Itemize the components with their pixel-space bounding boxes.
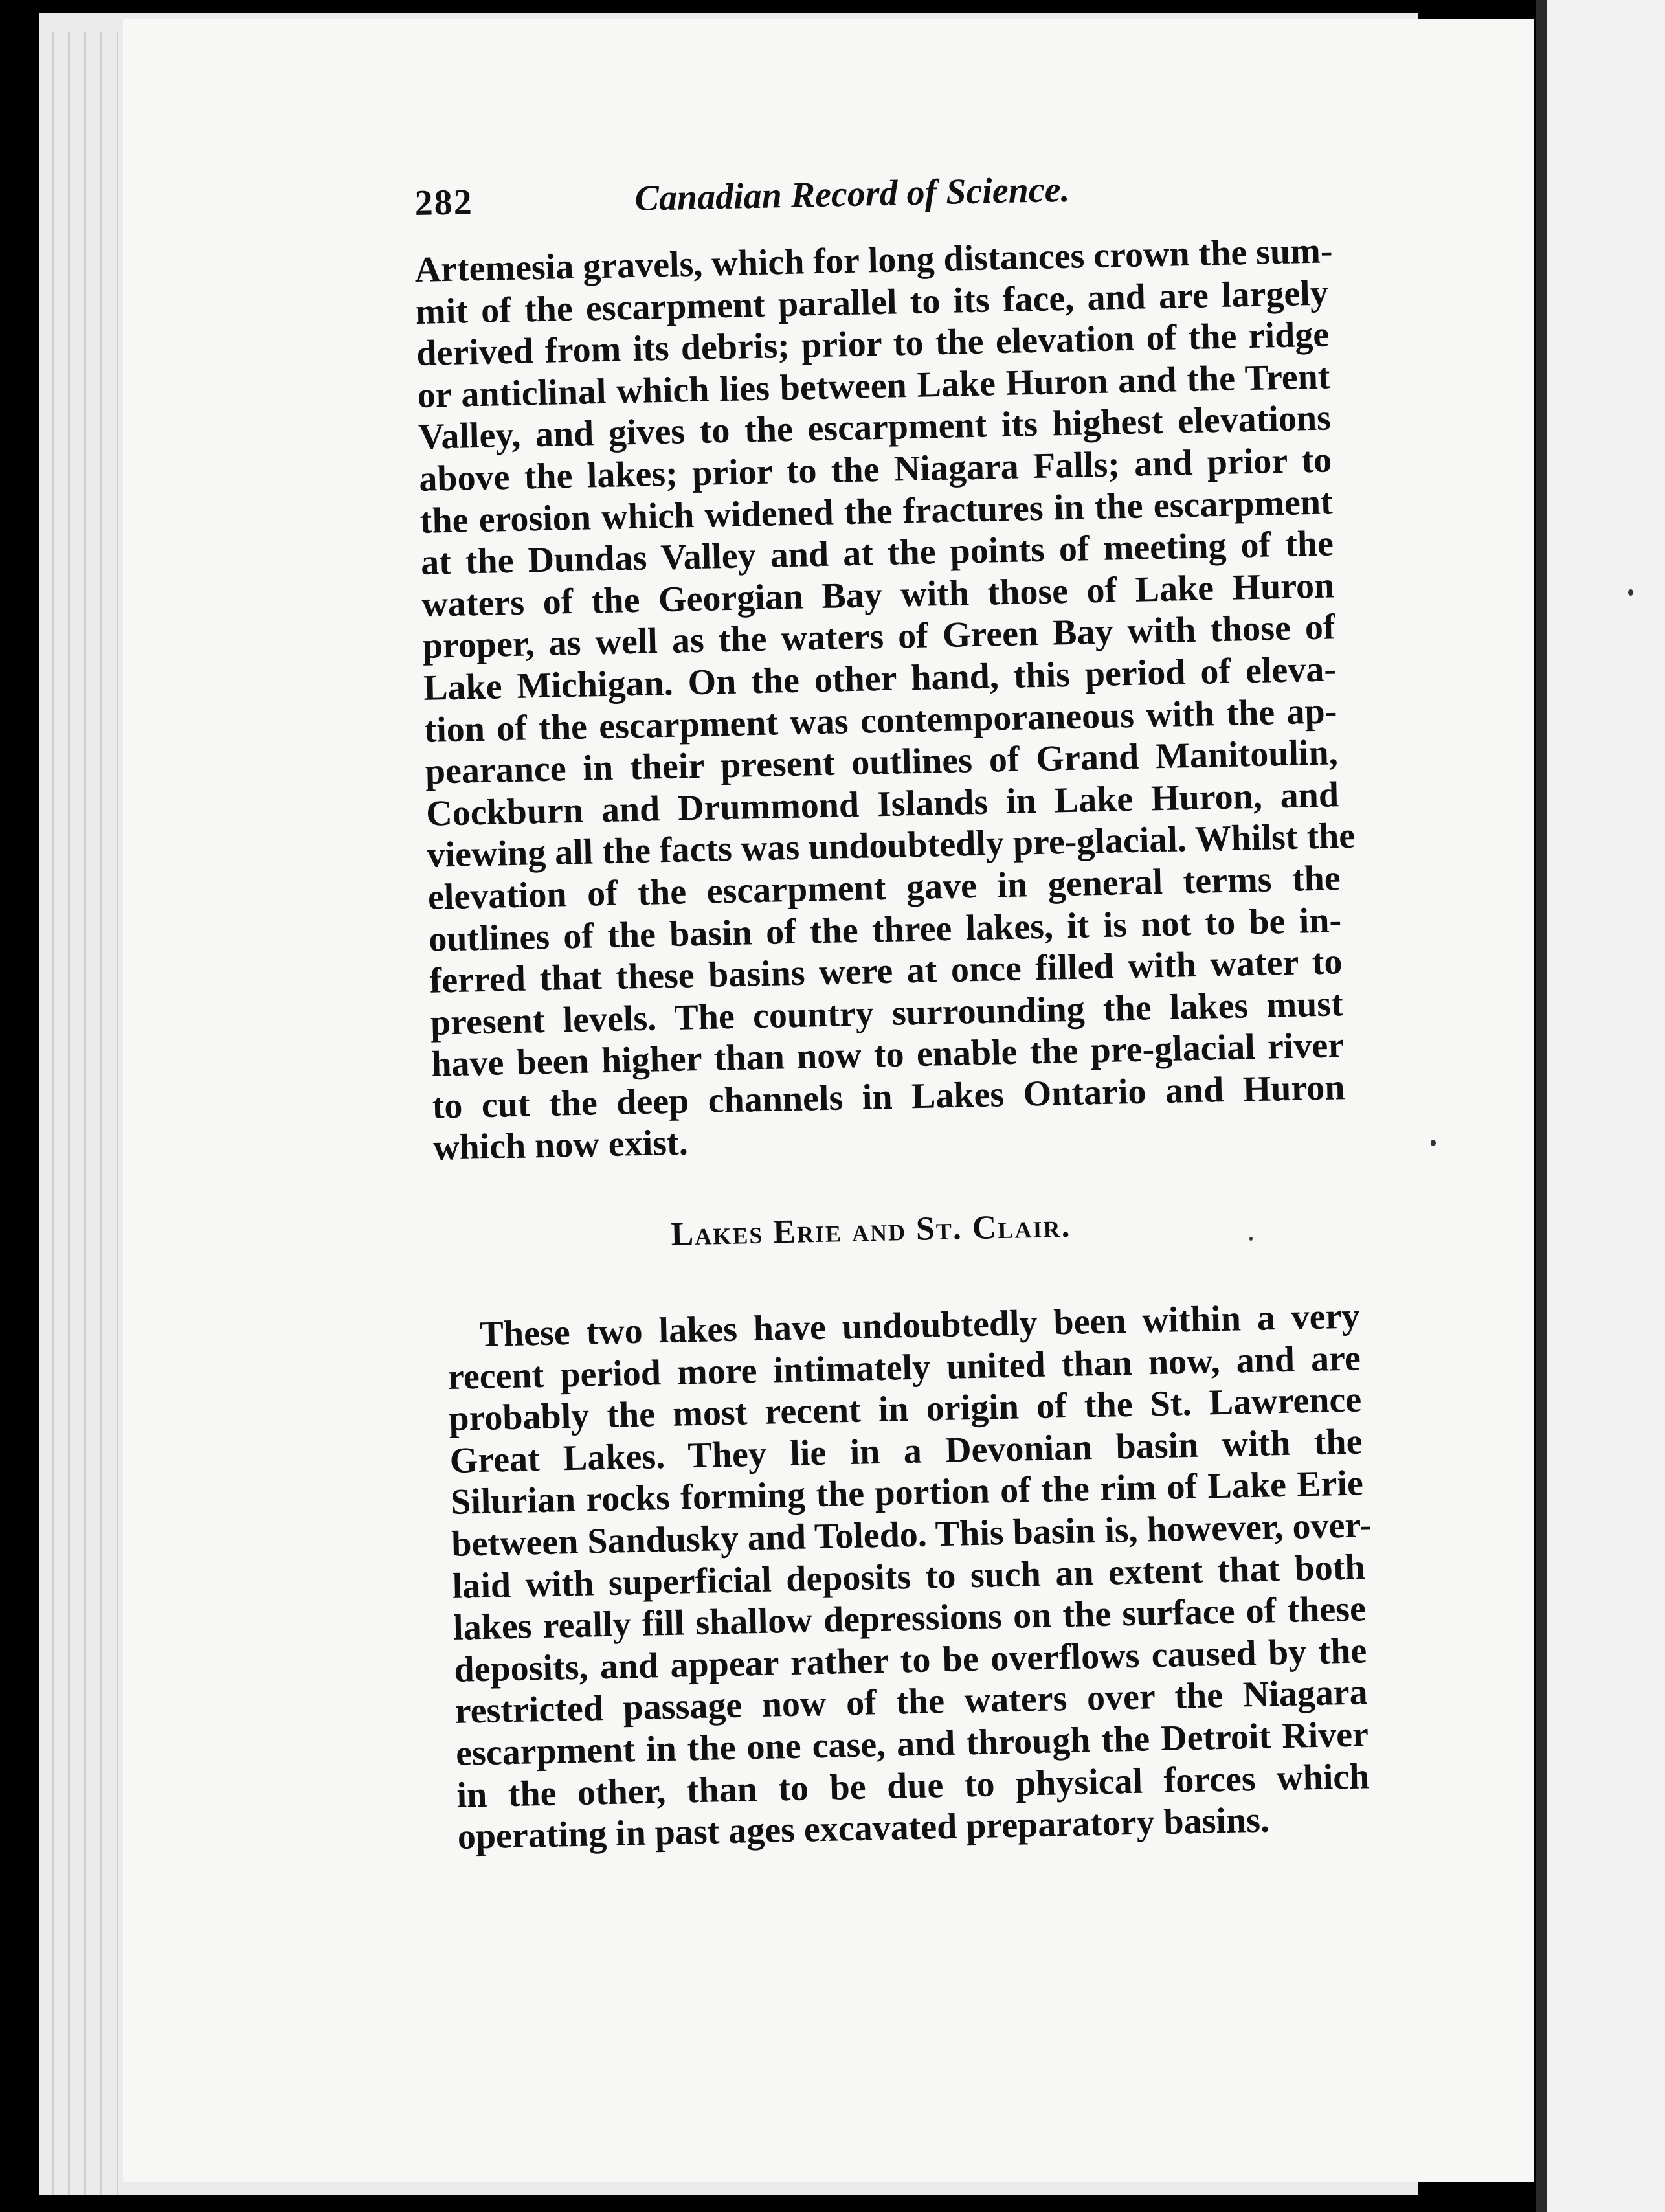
text-line: which now exist. bbox=[432, 1122, 689, 1169]
text-line: the erosion which widened the fractures in the escarpment bbox=[419, 481, 1334, 541]
text-line: elevation of the escarpment gave in general terms the bbox=[427, 858, 1341, 918]
text-line: above the lakes; prior to the Niagara Falls; and prior to bbox=[418, 440, 1332, 499]
text-line: operating in past ages excavated preparatory basins. bbox=[457, 1800, 1270, 1857]
text-line: to cut the deep channels in Lakes Ontario and Huron bbox=[432, 1067, 1346, 1127]
paragraph-2 bbox=[447, 1295, 1370, 1858]
text-line: waters of the Georgian Bay with those of Lake Huron bbox=[421, 565, 1335, 625]
text-line: tion of the escarpment was contemporaneous with the ap- bbox=[423, 690, 1337, 751]
text-line: derived from its debris; prior to the elevation of the ridge bbox=[416, 314, 1330, 374]
page-edge-line bbox=[68, 32, 70, 2195]
page-edge-line bbox=[117, 32, 118, 2195]
text-line: escarpment in the one case, and through the Detroit River bbox=[455, 1714, 1369, 1774]
ink-speck bbox=[1431, 1140, 1436, 1146]
page-edge-line bbox=[100, 32, 102, 2195]
text-line: laid with superficial deposits to such an extent that both bbox=[452, 1546, 1366, 1607]
paragraph-1 bbox=[414, 230, 1356, 1169]
text-line: pearance in their present outlines of Grand Manitoulin, bbox=[425, 732, 1339, 792]
page-edge-line bbox=[52, 32, 54, 2195]
text-line: at the Dundas Valley and at the points of meeting of the bbox=[420, 523, 1334, 583]
section-heading: Lakes Erie and St. Clair. bbox=[670, 1207, 1071, 1253]
text-line: proper, as well as the waters of Green Bay with those of bbox=[422, 607, 1336, 667]
text-line: between Sandusky and Toledo. This basin is, however, over- bbox=[451, 1505, 1372, 1564]
text-line: Lake Michigan. On the other hand, this period of eleva- bbox=[423, 649, 1337, 708]
facing-page bbox=[1547, 0, 1665, 2212]
text-line: probably the most recent in origin of the St. Lawrence bbox=[448, 1379, 1362, 1439]
text-line: Cockburn and Drummond Islands in Lake Huron, and bbox=[425, 774, 1339, 834]
text-line: deposits, and appear rather to be overflows caused by the bbox=[453, 1631, 1367, 1690]
page-number: 282 bbox=[414, 182, 474, 223]
text-line: restricted passage now of the waters over the Niagara bbox=[454, 1672, 1369, 1732]
text-line: Silurian rocks forming the portion of the rim of Lake Erie bbox=[450, 1463, 1364, 1523]
page-edge-line bbox=[84, 32, 86, 2195]
text-line: ferred that these basins were at once filled with water to bbox=[429, 942, 1343, 1001]
running-title: Canadian Record of Science. bbox=[634, 169, 1071, 219]
text-line: recent period more intimately united than now, and are bbox=[447, 1338, 1361, 1397]
text-line: mit of the escarpment parallel to its face, and are largely bbox=[415, 273, 1329, 332]
text-line: have been higher than now to enable the pre-glacial river bbox=[430, 1025, 1345, 1085]
text-line: outlines of the basin of the three lakes, it is not to be in- bbox=[428, 899, 1342, 960]
text-line: in the other, than to be due to physical forces which bbox=[456, 1755, 1370, 1816]
text-line: Artemesia gravels, which for long distances crown the sum- bbox=[414, 231, 1334, 290]
text-line: Valley, and gives to the escarpment its highest elevations bbox=[418, 398, 1332, 458]
text-line: These two lakes have undoubtedly been within a very bbox=[479, 1296, 1361, 1355]
text-line: present levels. The country surrounding the lakes must bbox=[430, 983, 1344, 1043]
text-line: viewing all the facts was undoubtedly pre-glacial. Whilst the bbox=[426, 816, 1356, 876]
text-line: lakes really fill shallow depressions on the surface of these bbox=[453, 1588, 1367, 1649]
text-line: or anticlinal which lies between Lake Huron and the Trent bbox=[417, 356, 1331, 416]
ink-speck bbox=[1628, 589, 1633, 596]
text-line: Great Lakes. They lie in a Devonian basin with the bbox=[449, 1421, 1363, 1481]
